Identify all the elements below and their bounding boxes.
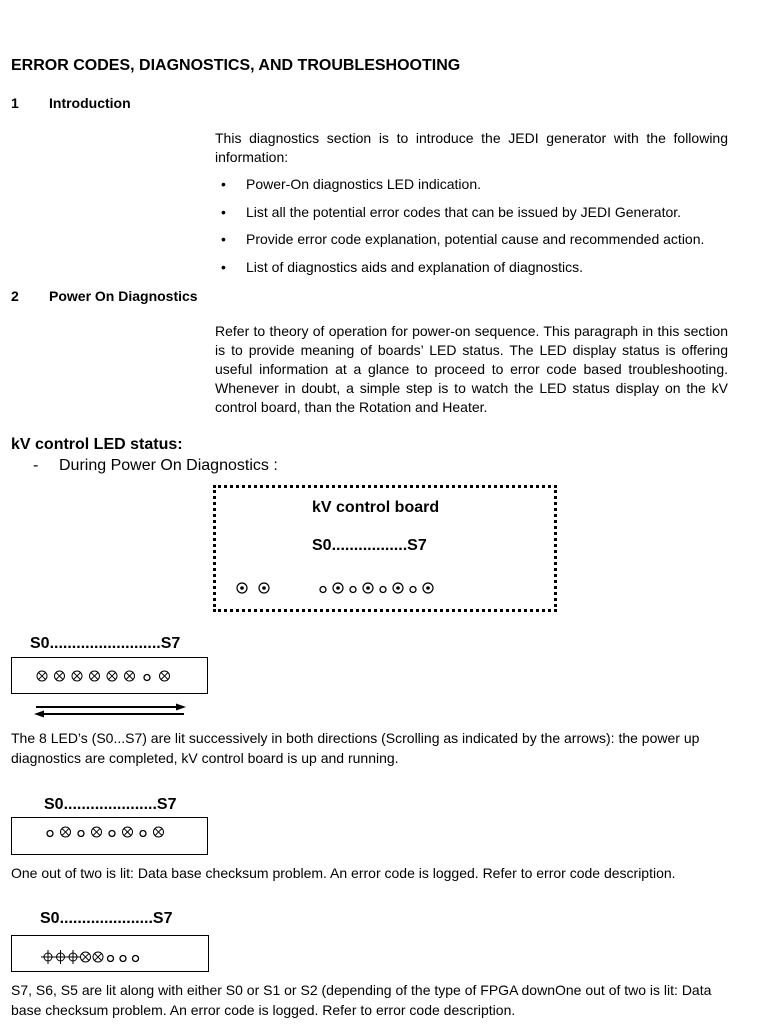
bullet-marker: • — [221, 231, 226, 247]
arrow-right-head — [176, 704, 186, 711]
led-off-icon — [410, 587, 416, 593]
led-off-icon — [120, 956, 126, 962]
board-title: kV control board — [312, 499, 440, 516]
board-right-led-row — [318, 580, 438, 596]
led-off-icon — [140, 831, 146, 837]
led-off-icon — [320, 587, 326, 593]
bullet-text: List all the potential error codes that can be issued by JEDI Generator. — [246, 204, 682, 220]
led-dot-icon — [393, 583, 403, 593]
led-off-icon — [78, 831, 84, 837]
section-1-bullet-list — [215, 176, 728, 286]
led-blink-icon — [41, 950, 55, 964]
board-led-range: S0.................S7 — [312, 537, 427, 554]
state-3-range-label: S0.....................S7 — [40, 910, 173, 927]
state-2-description: One out of two is lit: Data base checksum problem. An error code is logged. Refer to error code description. — [11, 865, 676, 881]
dash-list-item — [33, 457, 433, 477]
led-lit-icon — [154, 827, 164, 837]
led-lit-icon — [55, 671, 65, 681]
led-off-icon — [47, 831, 53, 837]
section-2-paragraph: Refer to theory of operation for power-on sequence. This paragraph in this section is to provide meaning of boards’ LED status. The LED display status is offering useful information at a glance to proceed to error code based troubleshooting. Whenever in doubt, a simple step is to watch the LED status display on the kV control board, than the Rotation and Heater. — [215, 323, 728, 415]
state-3-led-row — [40, 949, 180, 965]
led-dot-icon — [333, 583, 343, 593]
state-1-led-box — [11, 657, 208, 694]
bullet-text: List of diagnostics aids and explanation of diagnostics. — [246, 259, 583, 275]
kv-control-board-figure — [213, 485, 557, 612]
state-1-led-row — [34, 668, 174, 684]
state-1-description: The 8 LED’s (S0...S7) are lit successively in both directions (Scrolling as indicated by the arrows): the power up diagnostics are completed, kV control board is up and running. — [11, 730, 700, 766]
led-dot-icon — [259, 583, 269, 593]
section-2-number: 2 — [11, 288, 19, 304]
dash-marker: - — [33, 457, 39, 474]
kv-control-led-heading: kV control LED status: — [11, 436, 183, 453]
state-2-range-label: S0.....................S7 — [44, 796, 177, 813]
led-blink-icon — [66, 950, 80, 964]
led-lit-icon — [37, 671, 47, 681]
led-lit-icon — [93, 952, 103, 962]
led-lit-icon — [72, 671, 82, 681]
arrow-left-head — [34, 711, 44, 718]
bullet-text: Power-On diagnostics LED indication. — [246, 176, 482, 192]
state-1-range-label: S0.........................S7 — [30, 635, 181, 652]
led-lit-icon — [90, 671, 100, 681]
led-lit-icon — [123, 827, 133, 837]
led-lit-icon — [61, 827, 71, 837]
section-1-paragraph: This diagnostics section is to introduce the JEDI generator with the following information: — [215, 130, 728, 165]
bullet-marker: • — [221, 204, 226, 220]
led-dot-icon — [363, 583, 373, 593]
board-left-led-row — [234, 580, 274, 596]
led-lit-icon — [125, 671, 135, 681]
section-1-title: Introduction — [49, 95, 131, 111]
led-off-icon — [144, 675, 150, 681]
led-lit-icon — [160, 671, 170, 681]
led-lit-icon — [107, 671, 117, 681]
scroll-arrows — [30, 703, 190, 719]
led-off-icon — [350, 587, 356, 593]
bullet-marker: • — [221, 259, 226, 275]
led-off-icon — [133, 956, 139, 962]
bullet-text: Provide error code explanation, potential cause and recommended action. — [246, 231, 705, 247]
led-dot-icon — [237, 583, 247, 593]
bullet-marker: • — [221, 176, 226, 192]
led-off-icon — [108, 956, 114, 962]
state-3-description: S7, S6, S5 are lit along with either S0 or S1 or S2 (depending of the type of FPGA downOne out of two is lit: Data base checksum problem. An error code is logged. Refer to error code description. — [11, 982, 712, 1018]
led-off-icon — [109, 831, 115, 837]
state-2-led-box — [11, 817, 208, 855]
led-dot-icon — [423, 583, 433, 593]
led-off-icon — [380, 587, 386, 593]
section-2-title: Power On Diagnostics — [49, 288, 198, 304]
led-lit-icon — [81, 952, 91, 962]
state-3-led-box — [11, 935, 209, 972]
led-blink-icon — [54, 950, 68, 964]
state-2-led-row — [42, 824, 182, 840]
document-title: ERROR CODES, DIAGNOSTICS, AND TROUBLESHOOTING — [11, 57, 461, 74]
dash-item-text: During Power On Diagnostics : — [59, 457, 278, 474]
section-1-number: 1 — [11, 95, 19, 111]
led-lit-icon — [92, 827, 102, 837]
